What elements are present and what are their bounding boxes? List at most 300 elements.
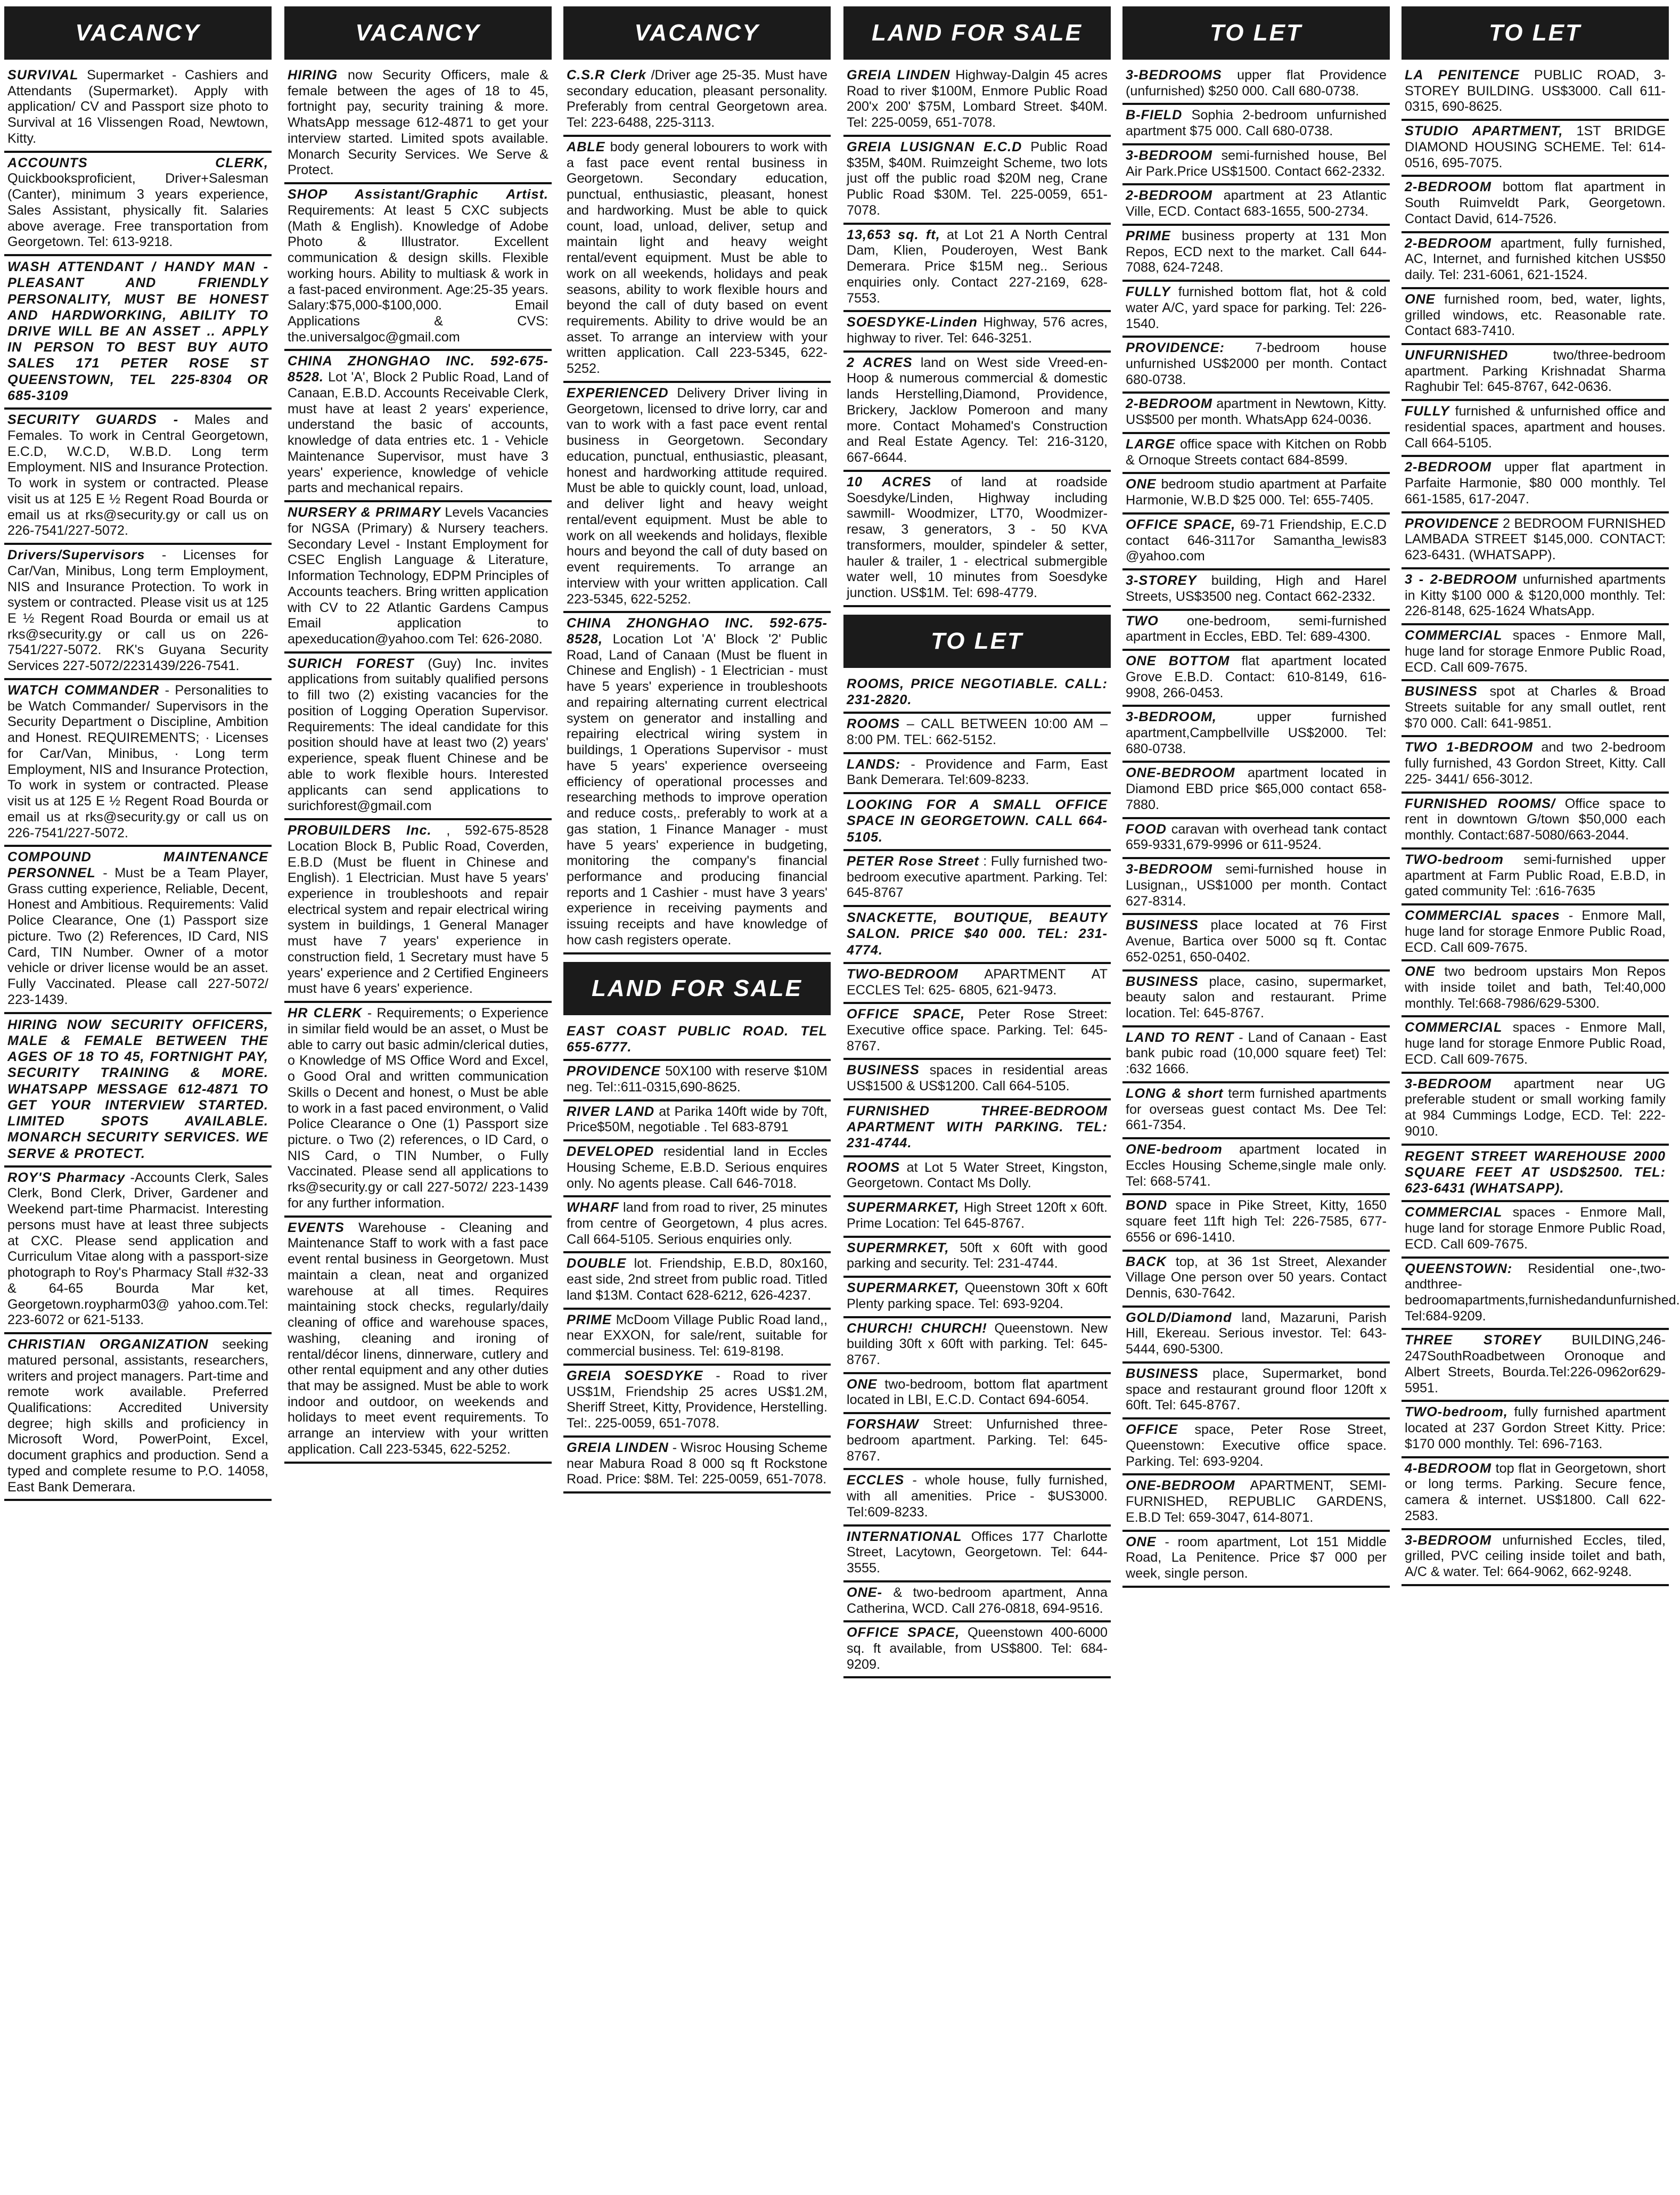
ad-body: 2 BEDROOM FURNISHED LAMBADA STREET $145,000. CONTACT: 623-6431. (WHATSAPP). (1405, 516, 1666, 563)
classified-ad-one (843, 1582, 1111, 1622)
ad-title: TWO 1-BEDROOM (1405, 740, 1533, 755)
classified-ad-commercial (1402, 1202, 1669, 1258)
ad-body: - Licenses for Car/Van, Minibus, Long term Employment, NIS and Insurance Protection. To work in system or contracted. Please visit us at 125 E ½ Regent Road Bourda or email us at rks@security.gy or call us on 226-7541/227-5072. RK's Guyana Security Services 227-5072/2231439/226-7541. (7, 548, 268, 674)
ad-body: furnished room, bed, water, lights, grilled windows, etc. Reasonable rate. Contact 683-7410. (1405, 291, 1666, 339)
classified-ad-hr-clerk (284, 1003, 552, 1218)
ad-body: fully furnished apartment located at 237 Gordon Street Kitty. Price: $170 000 monthly. Tel: 696-7163. (1405, 1405, 1666, 1451)
ad-title: UNFURNISHED (1405, 348, 1509, 363)
classified-ad-2-acres (843, 353, 1111, 472)
classified-ad-experienced (563, 383, 831, 613)
ad-title: 3-BEDROOM (1126, 148, 1212, 163)
ad-title: PROVIDENCE (567, 1064, 661, 1079)
ad-title: HIRING (288, 68, 338, 83)
ad-body: seeking matured personal, assistants, researchers, writers and project managers. Part-time and remote work available. Preferred Qualifications: Accredited University degree; high skills and proficiency in Microsoft Word, PowerPoint, Excel, document graphics and production. Send a typed and complete resume to P.O. 14058, East Bank Demerara. (7, 1337, 269, 1495)
ad-body: spaces - Enmore Mall, huge land for storage Enmore Public Road, ECD. Call 609-7675. (1405, 1020, 1666, 1067)
ad-body: top flat in Georgetown, short or long terms. Parking. Secure fence, camera & internet. US$1800. Call 622-2583. (1405, 1460, 1666, 1523)
classified-ad-gold-diamond (1122, 1308, 1390, 1364)
ad-body: - Road to river US$1M, Friendship 25 acres US$1.2M, Sheriff Street, Kitty, Providence, Herstelling. Tel:. 225-0059, 651-7078. (567, 1368, 828, 1431)
ad-title: WASH ATTENDANT / HANDY MAN - PLEASANT AND FRIENDLY PERSONALITY, MUST BE HONEST AND HARDWORKING, ABILITY TO DRIVE WILL BE AN ASSET .. APPLY IN PERSON TO BEST BUY AUTO SALES 171 PETER ROSE ST QUEENSTOWN, TEL 225-8304 OR 685-3109 (7, 259, 268, 403)
ad-body: APARTMENT, SEMI-FURNISHED, REPUBLIC GARDENS, E.B.D Tel: 659-3047, 614-8071. (1126, 1478, 1387, 1525)
classified-ad-business (1122, 972, 1390, 1027)
ad-title: SURVIVAL (7, 68, 79, 83)
ad-body: semi-furnished house, Bel Air Park.Price US$1500. Contact 662-2332. (1126, 148, 1387, 179)
ad-body: semi-furnished house in Lusignan,, US$1000 per month. Contact 627-8314. (1126, 862, 1387, 909)
ad-title: TWO-bedroom, (1405, 1405, 1508, 1420)
ad-body: 1ST BRIDGE DIAMOND HOUSING SCHEME. Tel: 614-0516, 695-7075. (1405, 124, 1666, 170)
ad-title: BUSINESS (1126, 974, 1199, 989)
ad-body: 69-71 Friendship, E.C.D contact 646-3117or Samantha_lewis83 @yahoo.com (1126, 517, 1387, 564)
ad-body: McDoom Village Public Road land,, near EXXON, for sale/rent, suitable for commercial business. Tel: 619-8198. (567, 1312, 828, 1359)
ad-body: - Requirements; o Experience in similar field would be an asset, o Must be able to carry out basic admin/clerical duties, o Knowledge of MS Office Word and Excel, o Good Oral and written communication Skills o Decent and honest, o Must be able to work in a fast paced environment, o Valid Police Clearance o One (1) Passport size picture. o Two (2) references, o ID Card, o NIS Card, o TIN Number, o Fully Vaccinated. Please send all applications to rks@security.gy or call 227-5072/ 223-1439 for any further information. (288, 1006, 548, 1211)
classified-ad-providence (1402, 513, 1669, 569)
classified-ad-large (1122, 434, 1390, 474)
ad-body: semi-furnished upper apartment at Farm Public Road, E.B.D, in gated community Tel: :616-7635 (1405, 852, 1666, 899)
ad-title: COMMERCIAL spaces (1405, 908, 1560, 924)
ad-title: INTERNATIONAL (847, 1529, 962, 1544)
ad-title: PETER Rose Street (847, 853, 979, 869)
classified-ad-wash-attendant-handy-man-pleasant-and-fr (4, 256, 272, 410)
ad-body: - Must be a Team Player, Grass cutting experience, Reliable, Decent, Honest and Ambitious. Requirements: Valid Police Clearance, One (1) Passport size picture. Two (2) References, ID Card, NIS Card, TIN Number. Owner of a motor vehicle or driver license would be an asset. Fully Vaccinated. Please call 227-5072/ 223-1439. (7, 866, 269, 1007)
ad-body: caravan with overhead tank contact 659-9331,679-9996 or 611-9524. (1126, 821, 1387, 853)
ad-title: SHOP Assistant/Graphic Artist. (288, 187, 548, 202)
classified-ad-able (563, 137, 831, 383)
ad-body: spaces - Enmore Mall, huge land for storage Enmore Public Road, ECD. Call 609-7675. (1405, 628, 1666, 675)
classified-ad-rooms-price-negotiable-call-231-2820 (843, 673, 1111, 714)
classified-ad-13-653-sq-ft (843, 225, 1111, 313)
classified-ad-3-bedroom (1122, 707, 1390, 763)
classified-ad-one (843, 1374, 1111, 1414)
ad-title: GREIA LINDEN (847, 68, 950, 83)
classified-ad-wharf (563, 1197, 831, 1253)
ad-title: B-FIELD (1126, 108, 1183, 123)
ad-title: SOESDYKE-Linden (847, 315, 978, 330)
ad-title: REGENT STREET WAREHOUSE 2000 SQUARE FEET AT USD$2500. TEL: 623-6431 (WHATSAPP). (1405, 1148, 1666, 1196)
classified-ad-three-storey (1402, 1330, 1669, 1402)
ad-title: SUPERMRKET, (847, 1240, 949, 1255)
ad-body: High Street 120ft x 60ft. Prime Location: Tel 645-8767. (847, 1200, 1108, 1231)
column-3 (563, 6, 831, 2195)
ad-title: HR CLERK (288, 1006, 363, 1021)
ad-body: upper furnished apartment,Campbellville US$2000. Tel: 680-0738. (1126, 709, 1387, 756)
ad-body: one-bedroom, semi-furnished apartment in Eccles, EBD. Tel: 689-4300. (1126, 613, 1387, 644)
ad-body: APARTMENT AT ECCLES Tel: 625- 6805, 621-9473. (847, 966, 1108, 998)
ad-title: COMPOUND MAINTENANCE PERSONNEL (7, 850, 268, 881)
ad-title: OFFICE (1126, 1422, 1178, 1438)
classified-ad-2-bedroom (1402, 233, 1669, 289)
ad-title: 3-STOREY (1126, 573, 1197, 589)
column-4 (843, 6, 1111, 2195)
ad-title: PROBUILDERS Inc. (288, 823, 432, 838)
ad-body: - Wisroc Housing Scheme near Mabura Road 8 000 sq ft Rockstone Road. Price: $8M. Tel: 225-0059, 651-7078. (567, 1440, 827, 1487)
classified-ad-drivers-supervisors (4, 545, 272, 680)
ad-title: GREIA LINDEN (567, 1440, 669, 1455)
classified-ad-3-bedroom (1122, 859, 1390, 915)
ad-body: Warehouse - Cleaning and Maintenance Staff to work with a fast pace event rental business in Georgetown. Must maintain a clean, neat and organized warehouse at all times. Requires maintaining stock checks, regularly/daily cleaning of office and warehouse spaces, washing, cleaning and ironing of rental/décor linens, dinnerware, cutlery and other rental equipment and any other duties that may be assigned. Must be able to work indoor and outdoor, on weekends and holidays to meet event requirements. To arrange an interview with your written application. Call 223-5345, 622-5252. (288, 1220, 549, 1457)
classified-ad-b-field (1122, 105, 1390, 145)
ad-title: LAND TO RENT (1126, 1030, 1234, 1045)
ad-title: RIVER LAND (567, 1104, 655, 1119)
ad-title: PRIME (567, 1312, 612, 1327)
classified-ad-river-land (563, 1101, 831, 1141)
ad-title: QUEENSTOWN: (1405, 1261, 1513, 1276)
ad-title: BACK (1126, 1254, 1167, 1269)
classified-ad-business (1122, 915, 1390, 971)
ad-body: and two 2-bedroom fully furnished, 43 Gordon Street, Kitty. Call 225- 3441/ 656-3012. (1405, 740, 1666, 787)
ad-title: LARGE (1126, 436, 1176, 452)
classified-ad-commercial (1402, 1017, 1669, 1073)
classified-ad-two-bedroom (1402, 1402, 1669, 1458)
ad-body: Supermarket - Cashiers and Attendants (Supermarket). Apply with application/ CV and Passport size photo to Survival at 16 Vlissengen Road, Newtown, Kitty. (7, 68, 269, 146)
classified-ad-2-bedroom (1122, 394, 1390, 434)
ad-body: lot. Friendship, E.B.D, 80x160, east side, 2nd street from public road. Titled land $13M. Contact 628-6212, 626-4237. (567, 1256, 828, 1303)
classified-ad-developed (563, 1141, 831, 1197)
classified-ad-prime (563, 1310, 831, 1366)
classified-ad-2-bedroom (1122, 185, 1390, 225)
ad-body: flat apartment located Grove E.B.D. Contact: 610-8149, 616-9908, 266-0453. (1126, 654, 1387, 700)
ad-body: at Lot 5 Water Street, Kingston, Georgetown. Contact Ms Dolly. (847, 1160, 1108, 1191)
classified-ad-fully (1402, 401, 1669, 457)
section-heading: VACANCY (4, 6, 272, 60)
ad-title: COMMERCIAL (1405, 1020, 1503, 1035)
classified-ad-roy-s-pharmacy (4, 1168, 272, 1334)
ad-title: THREE STOREY (1405, 1333, 1542, 1348)
ad-body: land on West side Vreed-en-Hoop & numerous commercial & domestic lands Herstelling,Diamond, Providence, Brickery, Jacklow Pomeroon and many more. Contact Mohamed's Construction and Real Estate Agency. Tel: 216-3120, 667-6644. (847, 355, 1108, 466)
classified-ad-prime (1122, 226, 1390, 282)
ad-title: ACCOUNTS CLERK, (7, 155, 268, 170)
ad-body: (Guy) Inc. invites applications from suitably qualified persons to fill two (2) existing vacancies for the position of Logging Operation Supervisor. Requirements: The ideal candidate for this position should have at least two (2) years' experience, speak fluent Chinese and be able to work flexible hours. Interested applicants can send applications to surichforest@gmail.com (288, 656, 548, 814)
ad-title: FORSHAW (847, 1417, 919, 1432)
section-heading: TO LET (1122, 6, 1390, 60)
ad-title: FOOD (1126, 821, 1167, 837)
ad-title: CHINA ZHONGHAO INC. 592-675-8528. (288, 354, 548, 385)
ad-title: NURSERY & PRIMARY (288, 505, 441, 520)
classified-ad-c-s-r-clerk (563, 65, 831, 137)
ad-body: apartment, fully furnished, AC, Internet, and furnished kitchen US$50 daily. Tel: 231-6061, 621-1524. (1405, 235, 1666, 283)
ad-body: term furnished apartments for overseas guest contact Ms. Dee Tel: 661-7354. (1126, 1086, 1387, 1133)
classified-ad-providence (1122, 338, 1390, 394)
classified-ad-business (1402, 681, 1669, 737)
ad-title: PROVIDENCE (1405, 516, 1499, 531)
classified-ad-events (284, 1218, 552, 1464)
classified-ad-10-acres (843, 472, 1111, 607)
ad-title: 2-BEDROOM (1126, 396, 1212, 412)
classified-ad-one-bedroom (1122, 1139, 1390, 1195)
ad-body: /Driver age 25-35. Must have secondary education, pleasant personality. Preferably from central Georgetown area. Tel: 223-6488, 225-3113. (567, 68, 828, 130)
ad-body: - Land of Canaan - East bank pubic road (10,000 square feet) Tel: :632 1666. (1126, 1030, 1387, 1077)
ad-body: body general lobourers to work with a fast pace event rental business in Georgetown. Secondary education, punctual, enthusiastic, pleasant, honest and hardworking. Must be able to quick count, load, unload, deliver, setup and maintain light and heavy weight rental/event equipment. Must be able to work on all weekends, holidays and peak seasons, ability to work flexible hours and beyond the call of duty based on event requirements. Ability to drive would be an asset. To arrange an interview with your written application. Call 223-5345, 622-5252. (567, 139, 827, 377)
ad-title: FURNISHED THREE-BEDROOM APARTMENT WITH PARKING. TEL: 231-4744. (847, 1103, 1108, 1151)
ad-body: furnished bottom flat, hot & cold water A/C, yard space for parking. Tel: 226-1540. (1126, 284, 1387, 331)
classified-ad-2-bedroom (1402, 177, 1669, 233)
ad-body: office space with Kitchen on Robb & Ornoque Streets contact 684-8599. (1126, 436, 1387, 468)
classified-ad-long-short (1122, 1083, 1390, 1139)
ad-title: GOLD/Diamond (1126, 1310, 1232, 1325)
ad-body: of land at roadside Soesdyke/Linden, Highway including sawmill- Woodmizer, LT70, Woodmizer-resaw, 3 generators, 3 - 50 KVA transformers, moulder, spindeler & setter, hauler & trailer, 1 - electrical submergible water well, 10 minutes from Soesdyke junction. US$1M. Tel: 698-4779. (847, 474, 1108, 601)
ad-title: TWO-BEDROOM (847, 966, 958, 982)
classified-ad-greia-lusignan-e-c-d (843, 137, 1111, 225)
ad-title: CHINA ZHONGHAO INC. 592-675-8528, (567, 616, 827, 647)
ad-body: upper flat apartment in Parfaite Harmonie, $80 000 monthly. Tel 661-1585, 617-2047. (1405, 460, 1666, 507)
classified-ad-3-bedrooms (1122, 65, 1390, 105)
ad-title: HIRING NOW SECURITY OFFICERS, MALE & FEMALE BETWEEN THE AGES OF 18 TO 45, FORTNIGHT PAY, SECURITY TRAINING & MORE. WHATSAPP MESSAGE 612-4871 TO GET YOUR INTERVIEW STARTED. LIMITED SPOTS AVAILABLE. MONARCH SECURITY SERVICES. WE SERVE & PROTECT. (7, 1017, 268, 1161)
classified-ad-la-penitence (1402, 65, 1669, 121)
classified-ad-regent-street-warehouse-2000-square-feet (1402, 1146, 1669, 1203)
ad-title: LANDS: (847, 756, 901, 772)
classified-ad-china-zhonghao-inc-592-675-8528 (284, 351, 552, 502)
classified-ad-two-1-bedroom (1402, 737, 1669, 793)
classified-ad-4-bedroom (1402, 1458, 1669, 1530)
ad-title: SNACKETTE, BOUTIQUE, BEAUTY SALON. PRICE $40 000. TEL: 231-4774. (847, 910, 1108, 958)
classified-ad-lands (843, 754, 1111, 794)
section-heading: VACANCY (284, 6, 552, 60)
ad-title: BUSINESS (1126, 918, 1199, 933)
ad-body: at Lot 21 A North Central Dam, Klien, Pouderoyen, West Bank Demerara. Price $15M neg.. Serious enquiries only. Contact 227-2169, 628-7553. (847, 227, 1108, 306)
ad-title: SUPERMARKET, (847, 1200, 960, 1215)
ad-title: WHARF (567, 1200, 619, 1215)
classified-ad-rooms (843, 714, 1111, 754)
classified-ad-one-bottom (1122, 651, 1390, 707)
ad-title: ONE (1405, 964, 1436, 980)
ad-title: ABLE (567, 139, 605, 154)
ad-title: COMMERCIAL (1405, 628, 1503, 643)
classified-ad-business (843, 1060, 1111, 1100)
ad-body: spot at Charles & Broad Streets suitable for any small outlet, rent $70 000. Call: 641-9851. (1405, 684, 1666, 731)
ad-title: 2-BEDROOM (1405, 460, 1491, 475)
ad-title: 3-BEDROOMS (1126, 68, 1222, 83)
ad-title: LA PENITENCE (1405, 68, 1520, 83)
ad-body: 7-bedroom house unfurnished US$2000 per month. Contact 680-0738. (1126, 340, 1387, 387)
column-5 (1122, 6, 1390, 2195)
classified-ad-one-bedroom (1122, 763, 1390, 819)
classified-ad-one-bedroom (1122, 1475, 1390, 1531)
ad-title: EAST COAST PUBLIC ROAD. TEL 655-6777. (567, 1023, 827, 1055)
ad-body: - Providence and Farm, East Bank Demerara. Tel:609-8233. (847, 756, 1108, 788)
classified-ad-studio-apartment (1402, 121, 1669, 177)
ad-title: OFFICE SPACE, (847, 1007, 965, 1022)
ad-title: BOND (1126, 1198, 1168, 1213)
classified-ad-east-coast-public-road-tel-655-6777 (563, 1021, 831, 1061)
classified-ad-two (1122, 611, 1390, 651)
classified-ad-3-2-bedroom (1402, 569, 1669, 625)
ad-title: 4-BEDROOM (1405, 1460, 1491, 1476)
ad-body: place, Supermarket, bond space and restaurant ground floor 120ft x 60ft. Tel: 645-8767. (1126, 1366, 1387, 1413)
ad-body: Public Road $35M, $40M. Ruimzeight Scheme, two lots just off the public road $20M neg, Crane Public Road $30M. Tel. 225-0059, 651-7078. (847, 139, 1108, 218)
ad-title: CHRISTIAN ORGANIZATION (7, 1337, 209, 1352)
ad-title: ROOMS, PRICE NEGOTIABLE. CALL: 231-2820. (847, 676, 1108, 707)
ad-body: bottom flat apartment in South Ruimveldt Park, Georgetown. Contact David, 614-7526. (1405, 179, 1666, 226)
ad-title: 2 ACRES (847, 355, 913, 370)
ad-body: - room apartment, Lot 151 Middle Road, La Penitence. Price $7 000 per week, single person. (1126, 1534, 1387, 1581)
ad-body: : Fully furnished two-bedroom executive apartment. Parking. Tel: 645-8767 (847, 853, 1108, 901)
ad-body: Peter Rose Street: Executive office space. Parking. Tel: 645-8767. (847, 1007, 1108, 1054)
ad-body: - Enmore Mall, huge land for storage Enmore Public Road, ECD. Call 609-7675. (1405, 908, 1666, 955)
classified-ad-china-zhonghao-inc-592-675-8528 (563, 613, 831, 954)
ad-body: Residential one-,two-andthree-bedroomapartments,furnishedandunfurnished. Tel:684-9209. (1405, 1261, 1680, 1324)
classified-ad-survival (4, 65, 272, 153)
ad-body: Location Lot 'A' Block '2' Public Road, Land of Canaan (Must be fluent in Chinese and English) - 1 Electrician - must have 5 years' experience in troubleshoots and repairing alternating current electrical system on generator and installing and repairing electrical wiring system in buildings, 1 Operations Supervisor - must have 5 years' experience overseeing efficiency of operational processes and researching methods to improve operation and reduce costs,. preferably to work at a gas station, 1 Finance Manager - must have 5 years' experience in budgeting, monitoring the company's financial performance and producing financial reports and 1 Cashier - must have 3 years' experience in receiving payments and issuing receipts and have knowledge of how cash registers operate. (567, 631, 828, 948)
classified-ad-fully (1122, 282, 1390, 338)
ad-title: 10 ACRES (847, 474, 932, 489)
ad-title: ECCLES (847, 1473, 905, 1488)
ad-title: ROOMS (847, 1160, 900, 1175)
classified-ad-looking-for-a-small-office-space-in-geor (843, 794, 1111, 851)
ad-title: GREIA SOESDYKE (567, 1368, 703, 1383)
ad-body: – CALL BETWEEN 10:00 AM – 8:00 PM. TEL: 662-5152. (847, 716, 1108, 747)
ad-title: 3-BEDROOM (1405, 1076, 1491, 1091)
ad-body: upper flat Providence (unfurnished) $250 000. Call 680-0738. (1126, 68, 1387, 99)
ad-title: ROY'S Pharmacy (7, 1170, 126, 1185)
ad-title: ONE-bedroom (1126, 1142, 1223, 1157)
ad-title: PRIME (1126, 228, 1171, 243)
classified-ad-security-guards (4, 410, 272, 545)
ad-title: ONE BOTTOM (1126, 654, 1230, 669)
ad-title: 2-BEDROOM (1405, 235, 1491, 251)
classified-ad-furnished-three-bedroom-apartment-with-p (843, 1100, 1111, 1157)
ad-body: Highway, 576 acres, highway to river. Tel: 646-3251. (847, 315, 1108, 346)
classified-ad-two-bedroom (843, 964, 1111, 1004)
classified-ad-christian-organization (4, 1334, 272, 1501)
ad-title: DOUBLE (567, 1256, 627, 1271)
classified-ad-soesdyke-linden (843, 312, 1111, 352)
ad-body: apartment near UG preferable student or small working family at 984 Cummings Lodge, ECD. Tel: 222-9010. (1405, 1076, 1666, 1139)
ad-body: PUBLIC ROAD, 3-STOREY BUILDING. US$3000. Call 611-0315, 690-8625. (1405, 68, 1666, 115)
classified-ad-snackette-boutique-beauty-salon-price-40 (843, 907, 1111, 964)
ad-body: place, casino, supermarket, beauty salon and restaurant. Prime location. Tel: 645-8767. (1126, 974, 1387, 1021)
ad-body: bedroom studio apartment at Parfaite Harmonie, W.B.D $25 000. Tel: 655-7405. (1126, 477, 1387, 508)
ad-title: ONE- (847, 1585, 882, 1600)
ad-body: Highway-Dalgin 45 acres Road to river $100M, Enmore Public Road 200'x 200' $75M, Lombard Street. $40M. Tel: 225-0059, 651-7078. (847, 68, 1108, 130)
ad-body: BUILDING,246-247SouthRoadbetween Oronoque and Albert Streets, Bourda.Tel:226-0962or629-5951. (1405, 1333, 1666, 1396)
classified-ad-commercial-spaces (1402, 905, 1669, 961)
ad-title: SUPERMARKET, (847, 1280, 960, 1296)
ad-body: -Accounts Clerk, Sales Clerk, Bond Clerk, Driver, Gardener and Weekend part-time Pharmacist. Interesting persons must have at least three subjects at CXC. Please send application and Curriculum Vitae along with a passport-size photograph to Roy's Pharmacy Stall #32-33 & 64-65 Bourda Mar ket, Georgetown.roypharm03@ yahoo.com.Tel: 223-6072 or 621-5133. (7, 1170, 268, 1328)
ad-title: ONE (847, 1376, 878, 1392)
ad-body: unfurnished apartments in Kitty $100 000 & $120,000 monthly. Tel: 226-8148, 625-1624 WhatsApp. (1405, 572, 1666, 619)
classified-ad-furnished-rooms (1402, 794, 1669, 850)
ad-title: BUSINESS (1405, 684, 1478, 699)
ad-body: Queenstown. New building 30ft x 60ft with parking. Tel: 645-8767. (847, 1320, 1108, 1367)
ad-body: space in Pike Street, Kitty, 1650 square feet 11ft high Tel: 226-7585, 677-6556 or 696-1410. (1126, 1198, 1387, 1245)
ad-title: 3-BEDROOM (1405, 1532, 1491, 1548)
ad-body: apartment at 23 Atlantic Ville, ECD. Contact 683-1655, 500-2734. (1126, 188, 1387, 219)
section-heading: LAND FOR SALE (843, 6, 1111, 60)
classified-ad-probuilders-inc (284, 820, 552, 1003)
ad-body: spaces in residential areas US$1500 & US$1200. Call 664-5105. (847, 1063, 1108, 1094)
classified-ad-shop-assistant-graphic-artist (284, 184, 552, 351)
ad-title: 3 - 2-BEDROOM (1405, 572, 1517, 587)
ad-body: business property at 131 Mon Repos, ECD next to the market. Call 644-7088, 624-7248. (1126, 228, 1387, 275)
classified-ad-land-to-rent (1122, 1027, 1390, 1083)
classified-ad-compound-maintenance-personnel (4, 847, 272, 1014)
ad-title: TWO (1126, 613, 1159, 629)
classified-ad-one (1402, 289, 1669, 345)
classified-ad-2-bedroom (1402, 457, 1669, 513)
classified-ad-two-bedroom (1402, 850, 1669, 905)
ad-body: 50ft x 60ft with good parking and security. Tel: 231-4744. (847, 1240, 1108, 1271)
classified-ad-greia-linden (563, 1438, 831, 1494)
classified-ad-providence (563, 1061, 831, 1101)
classified-ad-3-bedroom (1122, 145, 1390, 185)
ad-title: COMMERCIAL (1405, 1205, 1503, 1220)
classified-ad-rooms (843, 1157, 1111, 1197)
ad-body: residential land in Eccles Housing Scheme, E.B.D. Serious enquires only. No agents please. Call 646-7018. (567, 1144, 827, 1191)
classified-ad-3-bedroom (1402, 1074, 1669, 1146)
ad-body: Quickbooksproficient, Driver+Salesman (Canter), minimum 3 years experience, Sales Assistant, physically fit. Salaries above average. Free transportation from Georgetown. Tel: 613-9218. (7, 171, 268, 250)
classified-ad-watch-commander (4, 680, 272, 847)
classified-ad-commercial (1402, 625, 1669, 681)
ad-body: two-bedroom, bottom flat apartment located in LBI, E.C.D. Contact 694-6054. (847, 1376, 1108, 1408)
classified-ad-unfurnished (1402, 345, 1669, 401)
classified-ad-one (1122, 1532, 1390, 1588)
ad-body: Delivery Driver living in Georgetown, licensed to drive lorry, car and van to work with a fast pace event rental business in Georgetown. Secondary education, punctual, enthusiastic, pleasant, honest and hardworking attitude required. Must be able to quickly count, load, unload, and deliver light and heavy weight rental/event equipment. Must be able to work on all weekends and holidays, flexible hours and beyond the call of duty based on event requirements. To arrange an interview with your written application. Call 223-5345, 622-5252. (567, 385, 827, 607)
classified-ad-office (1122, 1419, 1390, 1475)
ad-body: Males and Females. To work in Central Georgetown, E.C.D, W.C.D, W.B.D. Long term Employment. NIS and Insurance Protection. To work in system or contracted. Please visit us at 125 E ½ Regent Road Bourda or email us at rks@security.gy or call us on 226-7541/227-5072. (7, 412, 269, 538)
classified-ad-back (1122, 1252, 1390, 1308)
classified-ad-accounts-clerk (4, 153, 272, 256)
ad-title: GREIA LUSIGNAN E.C.D (847, 139, 1022, 154)
classified-ad-nursery-primary (284, 502, 552, 654)
column-6 (1402, 6, 1680, 2195)
ad-title: STUDIO APARTMENT, (1405, 124, 1563, 139)
ad-title: SECURITY GUARDS - (7, 412, 179, 428)
ad-body: building, High and Harel Streets, US$3500 neg. Contact 662-2332. (1126, 573, 1387, 604)
ad-title: EXPERIENCED (567, 385, 669, 401)
ad-body: two bedroom upstairs Mon Repos with inside toilet and bath, Tel:40,000 monthly. Tel:668-7986/629-5300. (1405, 964, 1666, 1011)
ad-title: LONG & short (1126, 1086, 1224, 1101)
ad-body: Offices 177 Charlotte Street, Lacytown, Georgetown. Tel: 644-3555. (847, 1529, 1108, 1576)
classified-ad-hiring (284, 65, 552, 184)
classified-ad-eccles (843, 1470, 1111, 1526)
ad-body: , 592-675-8528 Location Block B, Public Road, Coverden, E.B.D (Must be fluent in Chinese and English). 1 Electrician. Must have 5 years' experience in troubleshoots and repair electrical system and repair electrical wiring system in buildings, 1 General Manager must have 7 years' experience in construction field, 1 Secretary must have 5 years' experience and 2 Certified Engineers must have 6 years' experience. (288, 823, 549, 997)
classified-ad-one (1402, 961, 1669, 1017)
ad-title: ONE-BEDROOM (1126, 765, 1235, 781)
section-heading: TO LET (843, 615, 1111, 668)
ad-title: 3-BEDROOM, (1126, 709, 1217, 725)
ad-title: BUSINESS (1126, 1366, 1199, 1381)
ad-title: FURNISHED ROOMS/ (1405, 796, 1555, 811)
classified-ad-office-space (843, 1004, 1111, 1060)
ad-body: unfurnished Eccles, tiled, grilled, PVC ceiling inside toilet and bath, A/C & water. Tel: 664-9062, 662-9248. (1405, 1532, 1666, 1579)
ad-title: DEVELOPED (567, 1144, 654, 1160)
classified-ad-business (1122, 1364, 1390, 1419)
ad-title: ONE (1126, 1534, 1157, 1549)
ad-title: WATCH COMMANDER (7, 682, 160, 698)
ad-body: space, Peter Rose Street, Queenstown: Executive office space. Parking. Tel: 693-9204. (1126, 1422, 1387, 1469)
ad-title: FULLY (1405, 404, 1450, 419)
section-heading: LAND FOR SALE (563, 962, 831, 1015)
ad-body: two/three-bedroom apartment. Parking Krishnadat Sharma Raghubir Tel: 645-8767, 642-0636. (1405, 348, 1666, 395)
ad-title: CHURCH! CHURCH! (847, 1320, 987, 1336)
ad-title: ROOMS (847, 716, 900, 732)
ad-body: Levels Vacancies for NGSA (Primary) & Nursery teachers. Secondary Level - Instant Employment for CSEC English Language & Literature, Information Technology, EDPM Principles of Accounts teachers. Bring written application with CV to 22 Atlantic Gardens Campus Email application to apexeducation@yahoo.com Tel: 626-2080. (288, 505, 548, 647)
ad-title: 3-BEDROOM (1126, 862, 1212, 877)
classified-ad-bond (1122, 1195, 1390, 1251)
classified-ad-supermarket (843, 1278, 1111, 1318)
ad-title: PROVIDENCE: (1126, 340, 1225, 356)
column-1 (4, 6, 272, 2195)
ad-body: now Security Officers, male & female between the ages of 18 to 45, fortnight pay, security training & more. WhatsApp message 612-4871 to get your interview started. Limited spots available. Monarch Security Services. We Serve & Protect. (288, 68, 549, 178)
ad-body: top, at 36 1st Street, Alexander Village One person over 50 years. Contact Dennis, 630-7642. (1126, 1254, 1387, 1301)
ad-title: EVENTS (288, 1220, 345, 1235)
ad-body: & two-bedroom apartment, Anna Catherina, WCD. Call 276-0818, 694-9516. (847, 1585, 1108, 1616)
classified-ad-church-church (843, 1318, 1111, 1374)
classified-ad-double (563, 1253, 831, 1309)
ad-body: apartment located in Eccles Housing Scheme,single male only. Tel: 668-5741. (1126, 1142, 1387, 1189)
ad-title: ONE (1126, 477, 1157, 492)
classified-ad-supermarket (843, 1197, 1111, 1237)
ad-body: land from road to river, 25 minutes from centre of Georgetown, 4 plus acres. Call 664-5105. Serious enquiries only. (567, 1200, 827, 1247)
ad-title: OFFICE SPACE, (1126, 517, 1236, 532)
